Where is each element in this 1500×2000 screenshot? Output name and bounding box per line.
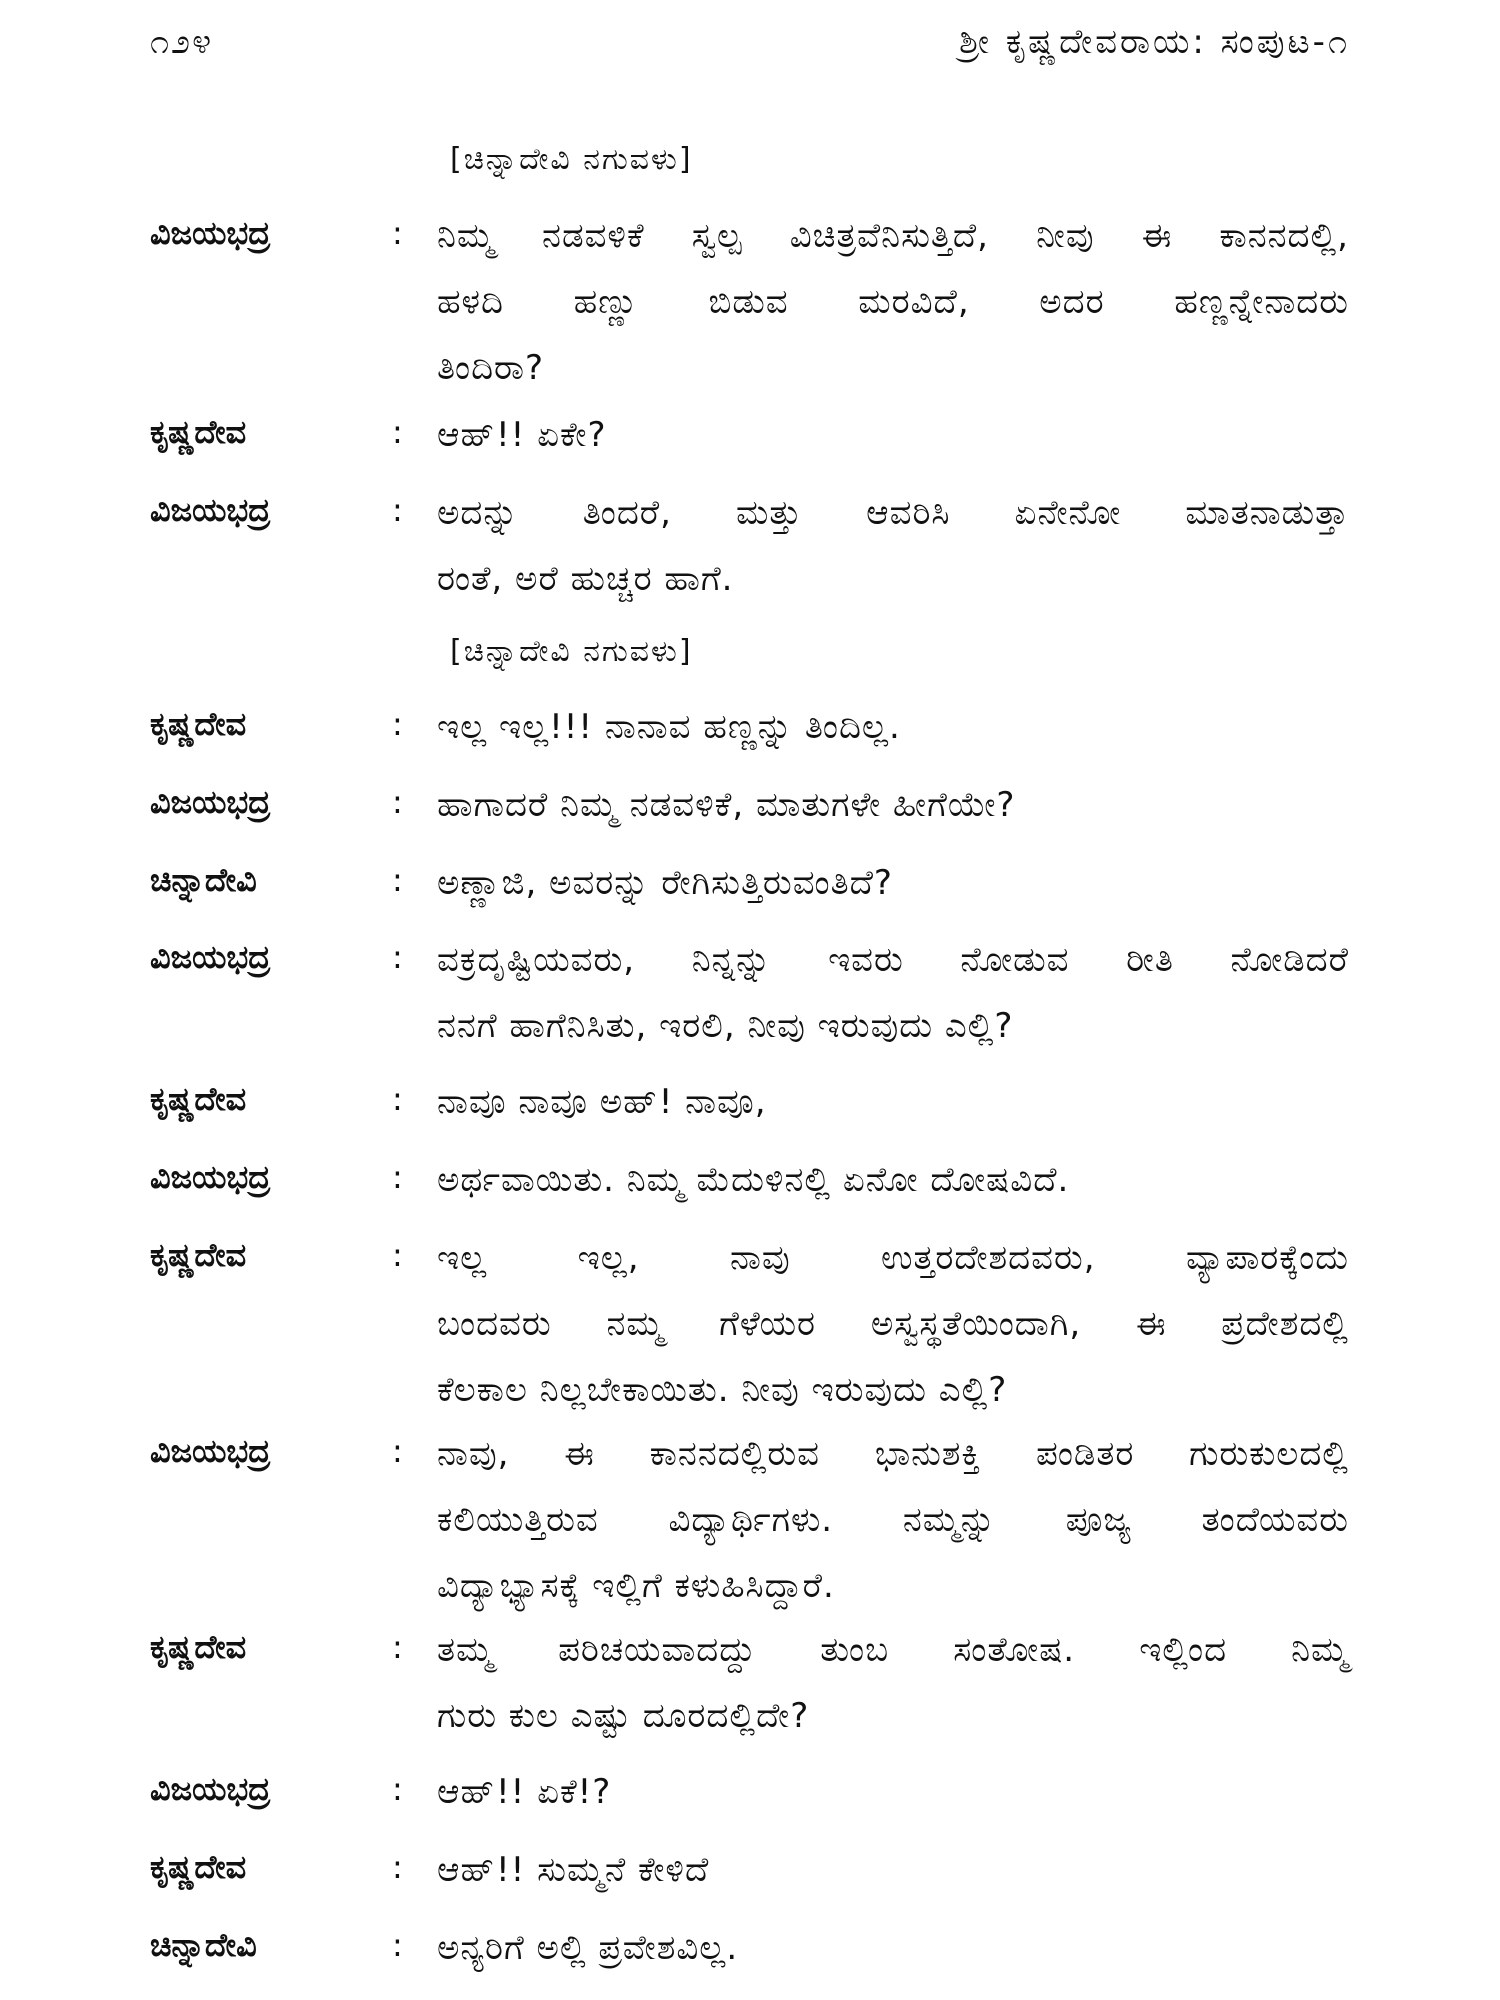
speech-text [437,1080,1349,1146]
speaker-name: ಕೃಷ್ಣದೇವ [150,1628,247,1666]
speaker-name: ಕೃಷ್ಣದೇವ [150,1848,247,1886]
speech-text [437,1628,1349,1760]
speech-line: ಕಲಿಯುತ್ತಿರುವ ವಿದ್ಯಾರ್ಥಿಗಳು. ನಮ್ಮನ್ನು ಪೂಜ್ಯ ತಂದೆಯವರು [437,1500,1349,1540]
speech-line: ಹಾಗಾದರೆ ನಿಮ್ಮ ನಡವಳಿಕೆ, ಮಾತುಗಳೇ ಹೀಗೆಯೇ? [437,785,1016,825]
speaker-name: ಚಿನ್ನಾದೇವಿ [150,861,257,899]
speaker-colon: : [392,1432,403,1470]
speaker-colon: : [392,783,403,821]
speech-text [437,861,1349,927]
speech-line: ನಿಮ್ಮ ನಡವಳಿಕೆ ಸ್ವಲ್ಪ ವಿಚಿತ್ರವೆನಿಸುತ್ತಿದೆ, ನೀವು ಈ ಕಾನನದಲ್ಲಿ, [437,216,1349,256]
speaker-colon: : [392,413,403,451]
speaker-colon: : [392,491,403,529]
stage-direction: [ಚಿನ್ನಾದೇವಿ ನಗುವಳು] [450,634,693,669]
speech-line: ಬಂದವರು ನಮ್ಮ ಗೆಳೆಯರ ಅಸ್ವಸ್ಥತೆಯಿಂದಾಗಿ, ಈ ಪ್ರದೇಶದಲ್ಲಿ [437,1304,1349,1344]
speech-line: ನನಗೆ ಹಾಗೆನಿಸಿತು, ಇರಲಿ, ನೀವು ಇರುವುದು ಎಲ್ಲಿ? [437,1006,1014,1046]
speaker-colon: : [392,1628,403,1666]
speaker-name: ವಿಜಯಭದ್ರ [150,214,271,252]
speech-text [437,1848,1349,1914]
speech-text [437,1432,1349,1630]
speech-text [437,938,1349,1070]
speech-line: ಆಹ್!! ಏಕೆ!? [437,1772,612,1812]
speaker-name: ಕೃಷ್ಣದೇವ [150,1236,247,1274]
speech-line: ಅದನ್ನು ತಿಂದರೆ, ಮತ್ತು ಆವರಿಸಿ ಏನೇನೋ ಮಾತನಾಡುತ್ತಾ [437,493,1349,533]
speech-line: ಆಹ್!! ಸುಮ್ಮನೆ ಕೇಳಿದೆ [437,1850,710,1890]
speech-line: ರಂತೆ, ಅರೆ ಹುಚ್ಚರ ಹಾಗೆ. [437,559,734,599]
speaker-name: ವಿಜಯಭದ್ರ [150,783,271,821]
speaker-name: ವಿಜಯಭದ್ರ [150,491,271,529]
speech-line: ತಿಂದಿರಾ? [437,348,545,388]
speech-line: ಇಲ್ಲ ಇಲ್ಲ!!! ನಾನಾವ ಹಣ್ಣನ್ನು ತಿಂದಿಲ್ಲ. [437,707,901,747]
speech-line: ಹಳದಿ ಹಣ್ಣು ಬಿಡುವ ಮರವಿದೆ, ಅದರ ಹಣ್ಣನ್ನೇನಾದರು [437,282,1349,322]
speech-line: ವಕ್ರದೃಷ್ಟಿಯವರು, ನಿನ್ನನ್ನು ಇವರು ನೋಡುವ ರೀತಿ ನೋಡಿದರೆ [437,940,1349,980]
speech-line: ಕೆಲಕಾಲ ನಿಲ್ಲಬೇಕಾಯಿತು. ನೀವು ಇರುವುದು ಎಲ್ಲಿ? [437,1370,1008,1410]
speaker-colon: : [392,214,403,252]
speaker-name: ಕೃಷ್ಣದೇವ [150,1080,247,1118]
speech-line: ತಮ್ಮ ಪರಿಚಯವಾದದ್ದು ತುಂಬ ಸಂತೋಷ. ಇಲ್ಲಿಂದ ನಿಮ್ಮ [437,1630,1349,1670]
speaker-name: ಕೃಷ್ಣದೇವ [150,705,247,743]
page-header [150,22,1350,82]
speech-line: ವಿದ್ಯಾಭ್ಯಾಸಕ್ಕೆ ಇಲ್ಲಿಗೆ ಕಳುಹಿಸಿದ್ದಾರೆ. [437,1566,835,1606]
speech-text [437,413,1349,479]
speech-line: ಇಲ್ಲ ಇಲ್ಲ, ನಾವು ಉತ್ತರದೇಶದವರು, ವ್ಯಾಪಾರಕ್ಕೆಂದು [437,1238,1349,1278]
speaker-name: ವಿಜಯಭದ್ರ [150,938,271,976]
speech-text [437,783,1349,849]
speech-text [437,1236,1349,1434]
speaker-colon: : [392,705,403,743]
speaker-colon: : [392,1236,403,1274]
speech-text [437,1926,1349,1992]
speaker-colon: : [392,1770,403,1808]
speech-text [437,705,1349,771]
speech-text [437,1770,1349,1836]
speech-line: ಆಹ್!! ಏಕೇ? [437,415,607,455]
speech-line: ಅಣ್ಣಾಜಿ, ಅವರನ್ನು ರೇಗಿಸುತ್ತಿರುವಂತಿದೆ? [437,863,893,903]
speaker-name: ಕೃಷ್ಣದೇವ [150,413,247,451]
speaker-name: ವಿಜಯಭದ್ರ [150,1432,271,1470]
stage-direction: [ಚಿನ್ನಾದೇವಿ ನಗುವಳು] [450,142,693,177]
running-title: ಶ್ರೀ ಕೃಷ್ಣದೇವರಾಯ: ಸಂಪುಟ-೧ [959,22,1350,62]
speaker-colon: : [392,938,403,976]
speaker-colon: : [392,1080,403,1118]
speech-line: ನಾವು, ಈ ಕಾನನದಲ್ಲಿರುವ ಭಾನುಶಕ್ತಿ ಪಂಡಿತರ ಗುರುಕುಲದಲ್ಲಿ [437,1434,1349,1474]
speech-line: ಅರ್ಥವಾಯಿತು. ನಿಮ್ಮ ಮೆದುಳಿನಲ್ಲಿ ಏನೋ ದೋಷವಿದೆ. [437,1160,1070,1200]
speech-line: ಗುರು ಕುಲ ಎಷ್ಟು ದೂರದಲ್ಲಿದೇ? [437,1696,810,1736]
speech-text [437,491,1349,623]
speech-text [437,1158,1349,1224]
speaker-colon: : [392,1848,403,1886]
speaker-name: ಚಿನ್ನಾದೇವಿ [150,1926,257,1964]
speaker-name: ವಿಜಯಭದ್ರ [150,1158,271,1196]
speech-text [437,214,1349,412]
speaker-colon: : [392,1926,403,1964]
speech-line: ಅನ್ಯರಿಗೆ ಅಲ್ಲಿ ಪ್ರವೇಶವಿಲ್ಲ. [437,1928,739,1968]
speaker-name: ವಿಜಯಭದ್ರ [150,1770,271,1808]
speaker-colon: : [392,861,403,899]
speaker-colon: : [392,1158,403,1196]
speech-line: ನಾವೂ ನಾವೂ ಅಹ್! ನಾವೂ, [437,1082,767,1122]
page-number: ೧೨೪ [150,22,214,62]
